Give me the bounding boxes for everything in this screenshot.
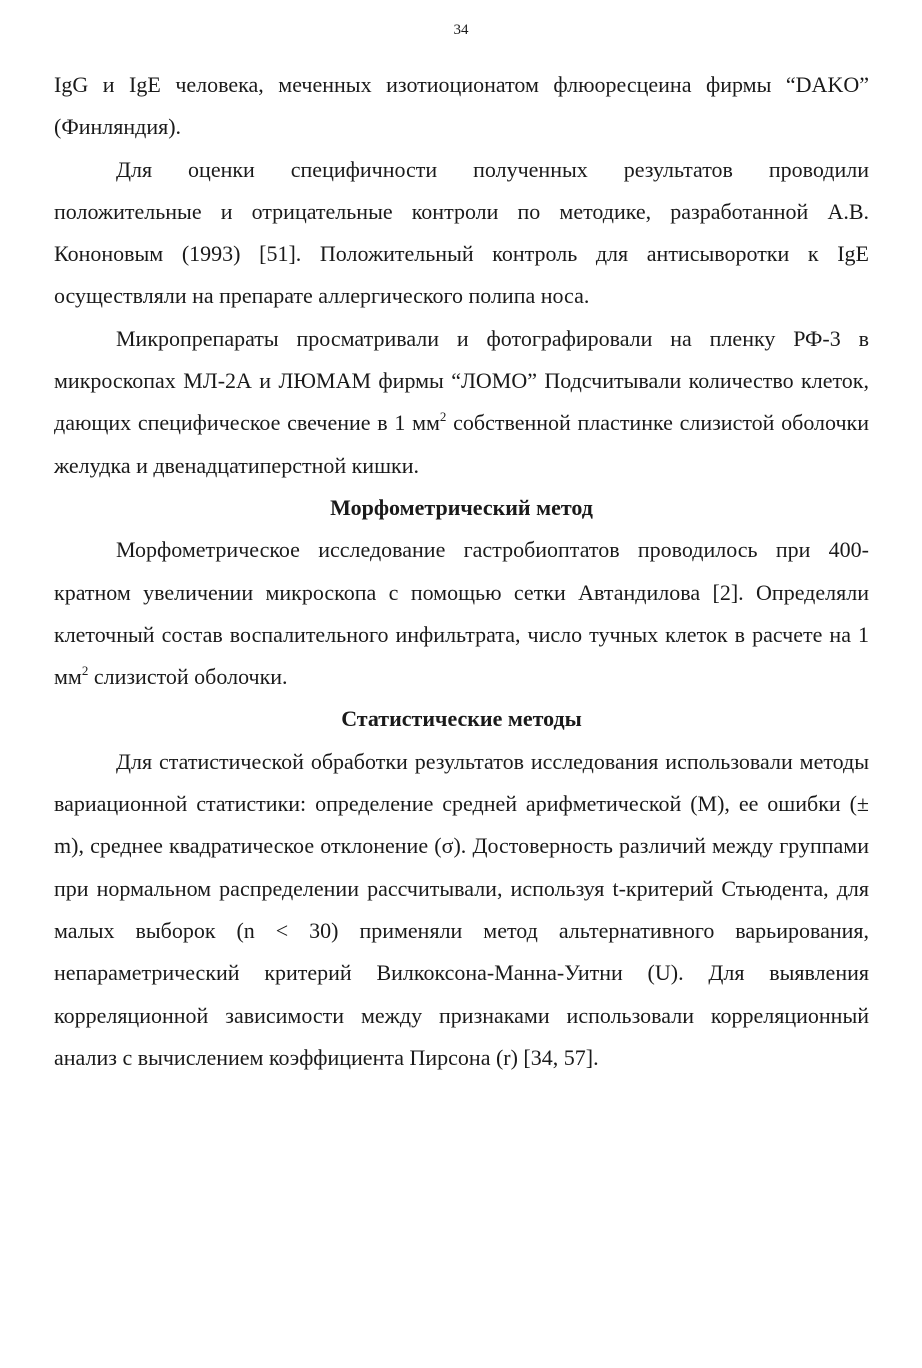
paragraph-statistical: Для статистической обработки результатов исследования использовали методы вариационной статистики: определение средней арифметической (М), ее ошибки (± m), среднее квадратическое отклонение (σ). Достоверность различий между группами при нормальном распределении рассчитывали, используя t-критерий Стьюдента, для малых выборок (n < 30) применяли метод альтернативного варьирования, непараметрический критерий Вилкоксона-Манна-Уитни (U). Для выявления корреляционной зависимости между признаками использовали корреляционный анализ с вычислением коэффициента Пирсона (r) [34, 57]. (54, 748, 869, 1070)
paragraph-text: Морфометрическое исследование гастробиоптатов проводилось при 400-кратном увеличении микроскопа с помощью сетки Автандилова [2]. Определяли клеточный состав воспалительного инфильтрата, число тучных клеток в расчете на 1 мм (54, 537, 869, 690)
paragraph-text: Микропрепараты просматривали и фотографировали на пленку РФ-3 в микроскопах МЛ-2А и ЛЮМАМ фирмы “ЛОМО” Подсчитывали количество клеток, дающих специфическое свечение в 1 мм (54, 325, 869, 436)
superscript-squared: 2 (439, 409, 447, 425)
paragraph-morphometric (54, 529, 869, 698)
paragraph-text: собственной пластинке слизистой оболочки желудка и двенадцатиперстной кишки. (54, 410, 869, 478)
section-heading-statistical: Статистические методы (341, 706, 582, 732)
superscript-squared: 2 (81, 663, 89, 679)
paragraph-dako-reagents: IgG и IgE человека, меченных изотиоционатом флюоресцеина фирмы “DAKO” (Финляндия). (54, 72, 869, 140)
page-number: 34 (453, 22, 469, 38)
section-heading-morphometric: Морфометрический метод (330, 494, 593, 520)
page-body (54, 64, 869, 1079)
paragraph-text: слизистой оболочки. (88, 664, 288, 690)
paragraph-micropreparations (54, 318, 869, 487)
paragraph-controls: Для оценки специфичности полученных результатов проводили положительные и отрицательные контроли по методике, разработанной А.В. Кононовым (1993) [51]. Положительный контроль для антисыворотки к IgE осуществляли на препарате аллергического полипа носа. (54, 156, 869, 309)
